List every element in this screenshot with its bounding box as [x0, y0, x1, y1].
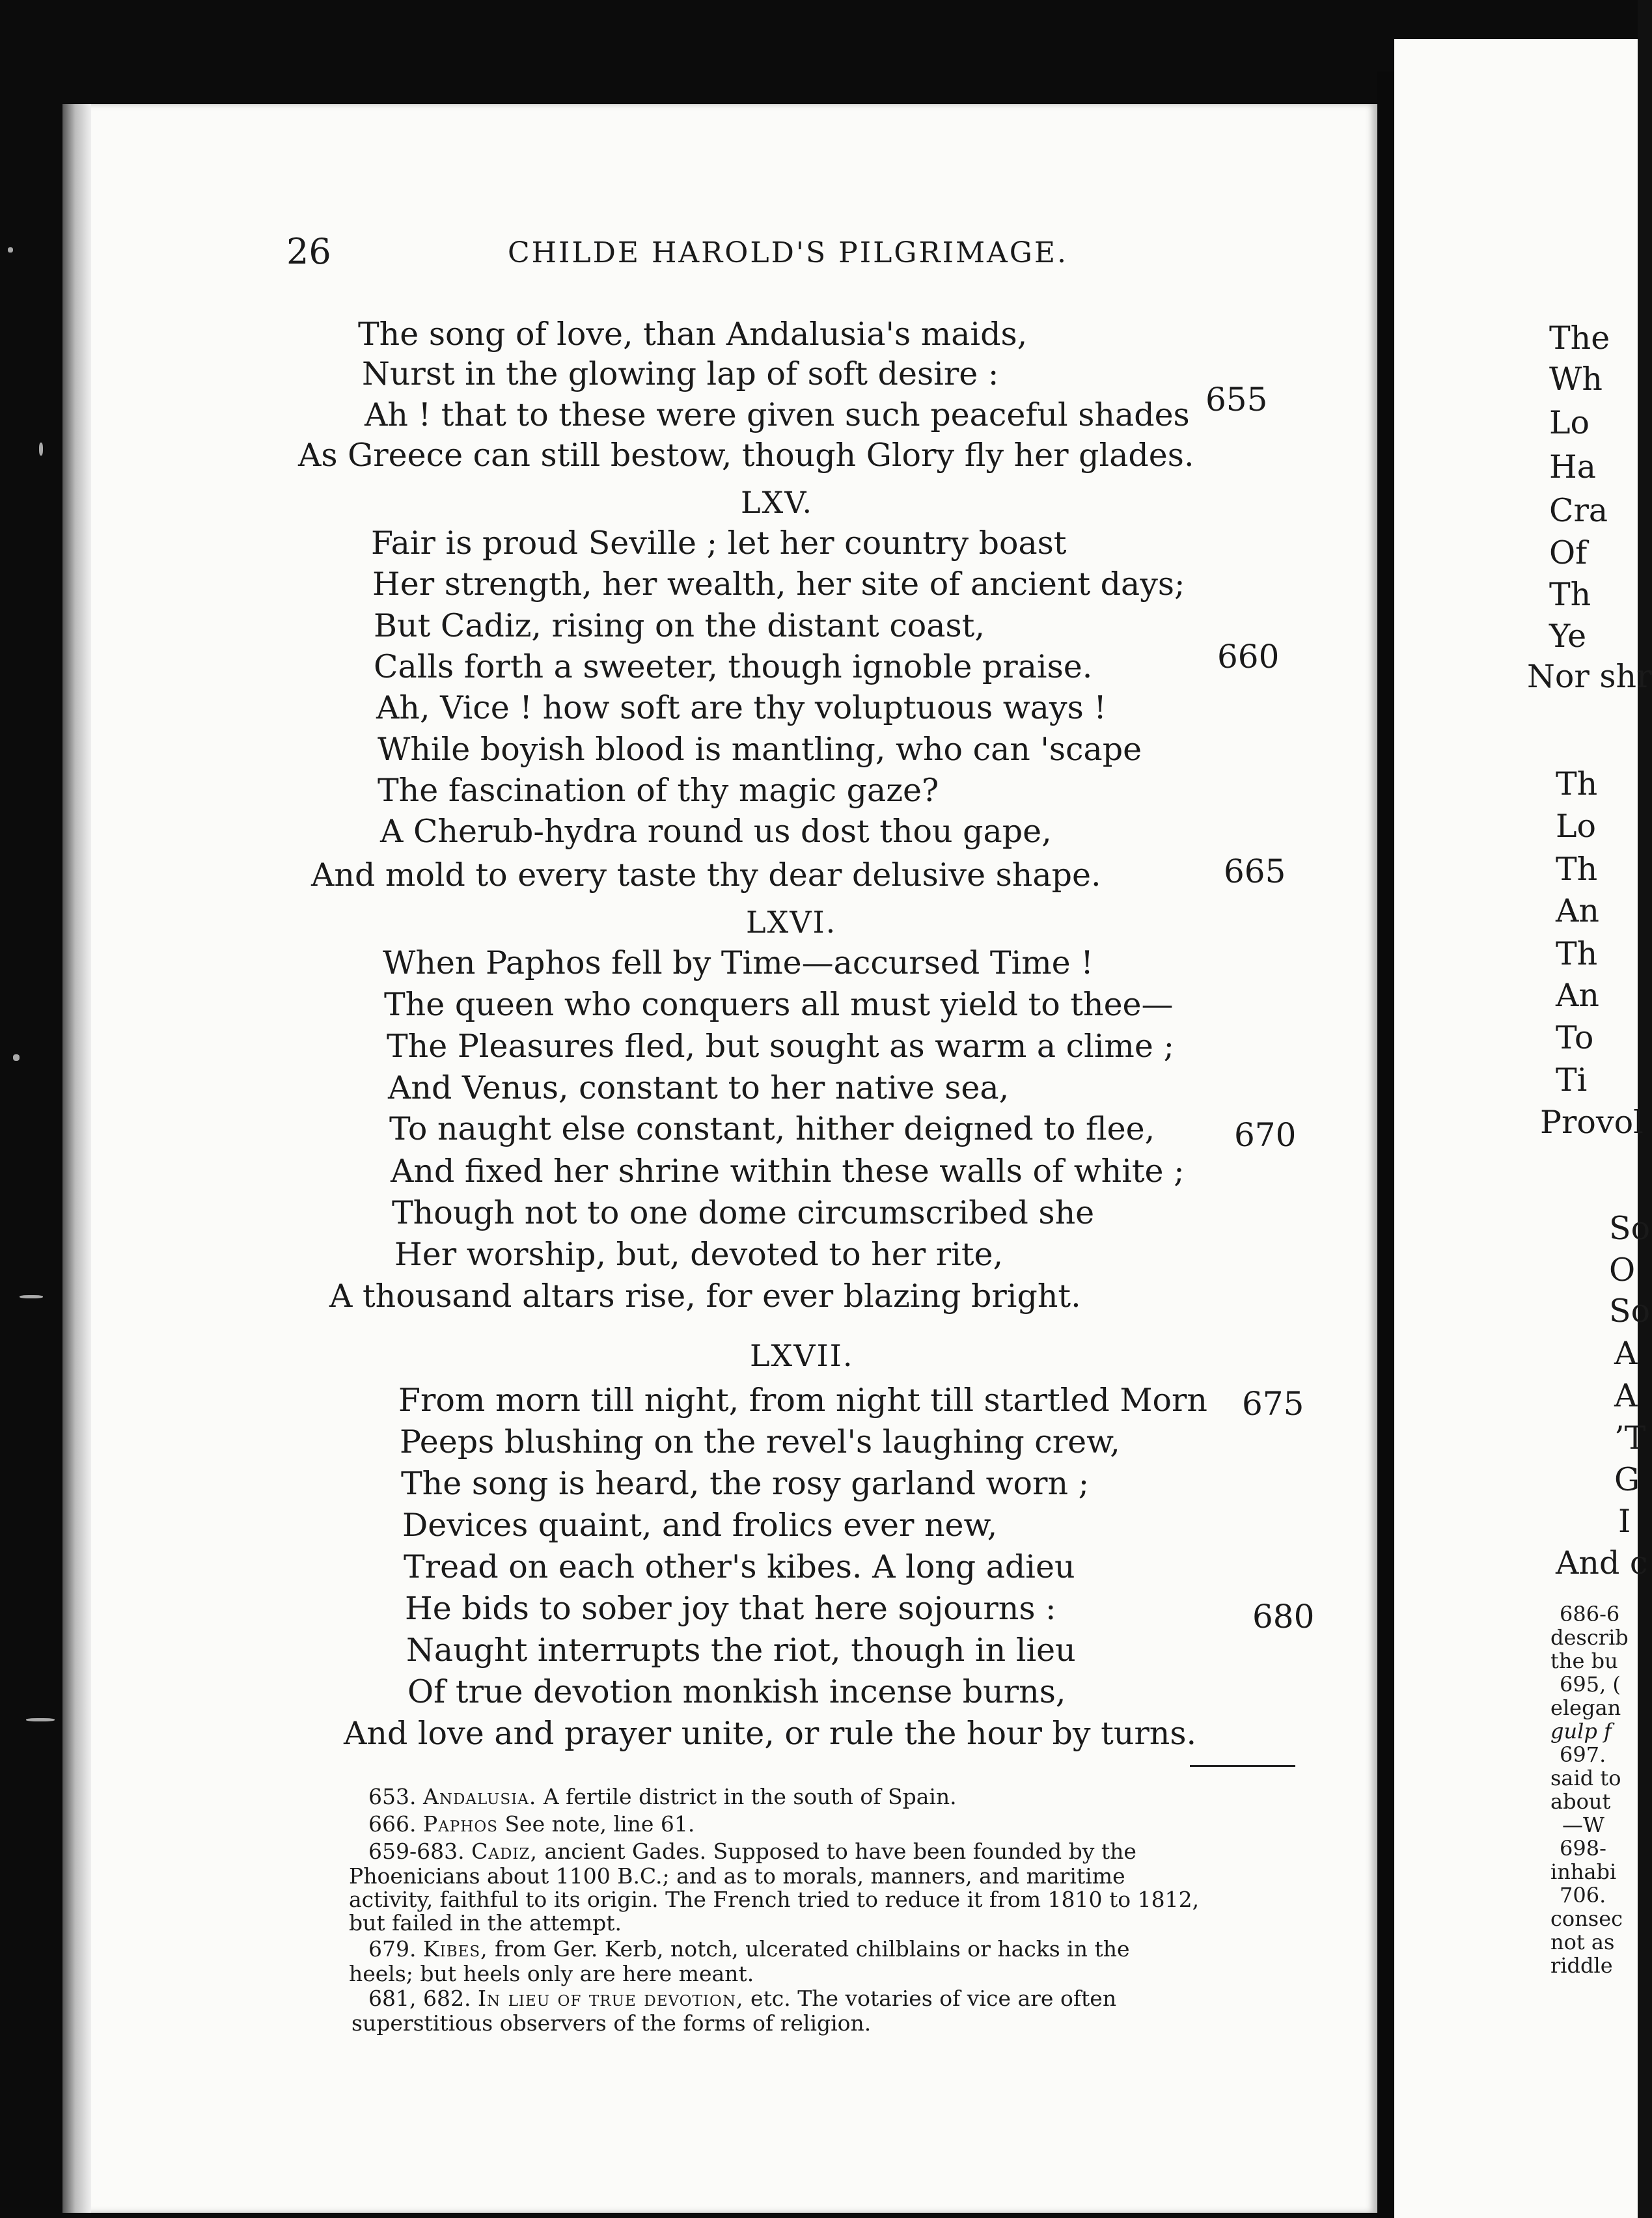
- footnote: [368, 1937, 1130, 1962]
- stanza-heading: LXVII.: [750, 1338, 854, 1373]
- poem-line: But Cadiz, rising on the distant coast,: [374, 607, 985, 644]
- right-line: An: [1556, 977, 1599, 1014]
- right-note: the bu: [1550, 1649, 1618, 1673]
- poem-line: Devices quaint, and frolics ever new,: [402, 1507, 998, 1544]
- poem-line: A thousand altars rise, for ever blazing bright.: [329, 1278, 1081, 1315]
- poem-line: Her worship, but, devoted to her rite,: [394, 1236, 1004, 1273]
- poem-line: The Pleasures fled, but sought as warm a clime ;: [387, 1028, 1174, 1065]
- right-line: A: [1614, 1335, 1638, 1372]
- poem-line: While boyish blood is mantling, who can 'scape: [378, 731, 1142, 768]
- right-note: 695, (: [1560, 1672, 1621, 1697]
- poem-line: And love and prayer unite, or rule the hour by turns.: [344, 1715, 1197, 1752]
- stanza-heading: LXVI.: [746, 905, 837, 940]
- footnote: [368, 1839, 1136, 1864]
- right-line: So: [1609, 1210, 1651, 1247]
- line-number: 665: [1224, 853, 1286, 890]
- poem-line: And mold to every taste thy dear delusive shape.: [311, 856, 1101, 894]
- footnote-head: In lieu of true devotion,: [477, 1986, 744, 2011]
- poem-line: He bids to sober joy that here sojourns :: [405, 1590, 1056, 1627]
- right-line: A: [1614, 1377, 1638, 1414]
- right-note: 686-6: [1560, 1602, 1620, 1626]
- poem-line: Her strength, her wealth, her site of ancient days;: [372, 566, 1185, 603]
- right-note: about: [1550, 1789, 1611, 1814]
- footnote-text: A fertile district in the south of Spain.: [543, 1784, 957, 1809]
- right-note: said to: [1550, 1766, 1621, 1790]
- footnote-line: heels; but heels only are here meant.: [349, 1961, 754, 1986]
- right-note: not as: [1550, 1930, 1615, 1954]
- poem-line: A Cherub-hydra round us dost thou gape,: [380, 813, 1052, 850]
- scan-speck: [20, 1295, 43, 1298]
- footnote-head: Andalusia.: [422, 1784, 537, 1809]
- poem-line: From morn till night, from night till startled Morn: [398, 1382, 1207, 1419]
- footnote-head: Paphos: [422, 1811, 498, 1837]
- right-line: G: [1614, 1461, 1640, 1498]
- footnote-text: from Ger. Kerb, notch, ulcerated chilblains or hacks in the: [495, 1936, 1130, 1962]
- right-note: describ: [1550, 1625, 1629, 1650]
- stanza-heading: LXV.: [741, 485, 814, 520]
- footnote-head: Cadiz,: [471, 1839, 538, 1864]
- footnote-ref: 681, 682.: [368, 1986, 471, 2011]
- poem-line: Ah ! that to these were given such peaceful shades: [365, 396, 1190, 433]
- footnote-rule: [1190, 1765, 1295, 1767]
- line-number: 675: [1242, 1385, 1304, 1423]
- footnote-ref: 679.: [368, 1936, 417, 1962]
- poem-line: Naught interrupts the riot, though in lieu: [406, 1632, 1076, 1669]
- poem-line: Though not to one dome circumscribed she: [392, 1194, 1095, 1231]
- right-note: elegan: [1550, 1695, 1621, 1720]
- right-line: To: [1556, 1019, 1594, 1056]
- line-number: 680: [1252, 1598, 1315, 1636]
- footnote-line: activity, faithful to its origin. The French tried to reduce it from 1810 to 1812,: [349, 1887, 1200, 1912]
- right-line: Ha: [1549, 448, 1596, 486]
- line-number: 655: [1205, 381, 1268, 418]
- footnote-ref: 659-683.: [368, 1839, 465, 1864]
- book-gutter: [1377, 72, 1394, 2218]
- footnote: [368, 1812, 695, 1837]
- right-line: An: [1556, 892, 1599, 929]
- right-line: And c: [1556, 1544, 1648, 1581]
- poem-line: To naught else constant, hither deigned to flee,: [389, 1110, 1155, 1147]
- right-line: So: [1609, 1293, 1651, 1330]
- right-line: Of: [1549, 534, 1588, 571]
- right-note: inhabi: [1550, 1859, 1617, 1884]
- running-head: CHILDE HAROLD'S PILGRIMAGE.: [508, 236, 1069, 269]
- poem-line: As Greece can still bestow, though Glory fly her glades.: [298, 437, 1194, 474]
- poem-line: Calls forth a sweeter, though ignoble praise.: [374, 648, 1093, 685]
- footnote-line: but failed in the attempt.: [349, 1910, 622, 1936]
- right-line: Cra: [1549, 492, 1608, 529]
- poem-line: The fascination of thy magic gaze?: [378, 772, 939, 809]
- right-line: Provol: [1540, 1104, 1644, 1141]
- poem-line: Of true devotion monkish incense burns,: [407, 1673, 1066, 1710]
- right-line: Th: [1556, 851, 1598, 888]
- right-note: 698-: [1560, 1836, 1606, 1861]
- right-note: riddle: [1550, 1953, 1613, 1978]
- right-line: Lo: [1549, 404, 1590, 441]
- poem-line: The song of love, than Andalusia's maids,: [358, 316, 1028, 353]
- right-line: Nor shr: [1527, 658, 1652, 695]
- right-line: O: [1609, 1252, 1636, 1289]
- footnote: [368, 1785, 957, 1809]
- page-number: 26: [286, 231, 331, 272]
- poem-line: Nurst in the glowing lap of soft desire :: [362, 355, 999, 392]
- right-line: Lo: [1556, 808, 1597, 845]
- footnote-ref: 666.: [368, 1811, 417, 1837]
- poem-line: When Paphos fell by Time—accursed Time !: [383, 944, 1094, 981]
- footnote-text: See note, line 61.: [504, 1811, 695, 1837]
- line-number: 670: [1234, 1116, 1297, 1154]
- right-line: Th: [1556, 935, 1598, 972]
- poem-line: The song is heard, the rosy garland worn ;: [401, 1465, 1090, 1502]
- scan-speck: [8, 247, 13, 253]
- right-line: I: [1618, 1503, 1631, 1540]
- poem-line: Ah, Vice ! how soft are thy voluptuous ways !: [376, 689, 1107, 726]
- scan-speck: [39, 443, 43, 456]
- footnote-text: etc. The votaries of vice are often: [750, 1986, 1117, 2011]
- poem-line: The queen who conquers all must yield to thee—: [384, 986, 1174, 1023]
- footnote-ref: 653.: [368, 1784, 417, 1809]
- poem-line: And Venus, constant to her native sea,: [388, 1069, 1010, 1106]
- right-note: consec: [1550, 1906, 1623, 1931]
- right-line: ’T: [1614, 1419, 1646, 1457]
- right-line: Th: [1556, 765, 1598, 802]
- right-line: Th: [1549, 576, 1591, 613]
- footnote: [368, 1986, 1116, 2011]
- footnote-head: Kibes,: [422, 1936, 488, 1962]
- right-note: —W: [1562, 1813, 1604, 1837]
- scan-speck: [26, 1718, 55, 1721]
- poem-line: And fixed her shrine within these walls of white ;: [391, 1153, 1185, 1190]
- line-number: 660: [1217, 638, 1280, 676]
- right-note: 697.: [1560, 1742, 1606, 1767]
- poem-line: Peeps blushing on the revel's laughing crew,: [400, 1423, 1120, 1460]
- poem-line: Tread on each other's kibes. A long adieu: [404, 1548, 1075, 1585]
- footnote-line: Phoenicians about 1100 B.C.; and as to morals, manners, and maritime: [349, 1863, 1125, 1889]
- right-note: 706.: [1560, 1883, 1606, 1908]
- footnote-text: ancient Gades. Supposed to have been founded by the: [544, 1839, 1136, 1864]
- right-line: Ye: [1549, 618, 1587, 655]
- right-line: The: [1549, 320, 1610, 357]
- scan-speck: [13, 1054, 20, 1061]
- right-line: Wh: [1549, 361, 1603, 398]
- poem-line: Fair is proud Seville ; let her country boast: [371, 525, 1067, 562]
- right-note: gulp f: [1550, 1719, 1612, 1744]
- right-line: Ti: [1556, 1061, 1588, 1099]
- footnote-line: superstitious observers of the forms of religion.: [351, 2010, 872, 2036]
